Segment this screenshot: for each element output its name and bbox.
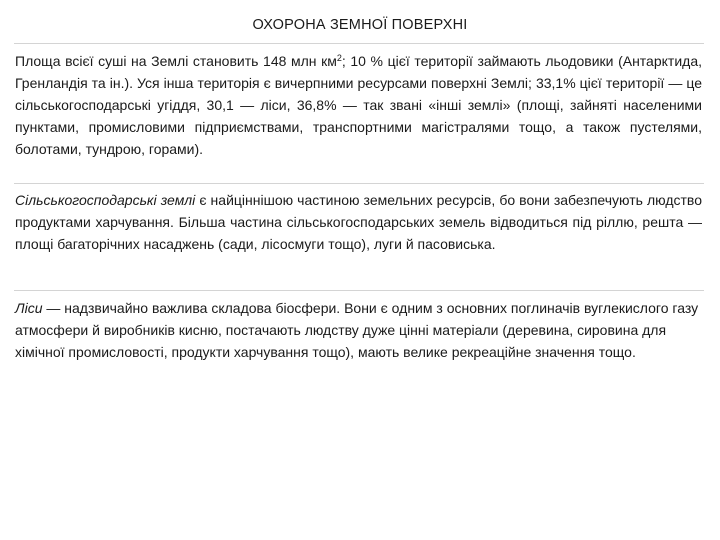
paragraph-land-area-text-start: Площа всієї суші на Землі становить 148 млн км <box>15 53 337 69</box>
paragraph-agricultural-land <box>15 189 702 255</box>
divider-bottom <box>14 290 704 291</box>
paragraph-land-area-text-end: ; 10 % цієї території займають льодовики (Антарктида, Гренландія та ін.). Уся інша територія є вичерпними ресурсами поверхні Землі; 33,1% цієї території — це сільськогосподарські угіддя, 30,1 — ліси, 36,8% — так звані «інші землі» (площі, зайняті населеними пунктами, промисловими підприємствами, транспортними магістралями тощо, а також пустелями, болотами, тундрою, горами). <box>15 53 702 157</box>
superscript-squared: 2 <box>336 53 342 63</box>
paragraph-agricultural-land-text: є найціннішою частиною земельних ресурсів, бо вони забезпечують людство продуктами харчування. Більша частина сільськогосподарських земель відводиться під ріллю, решта — площі багаторічних насаджень (сади, лісосмуги тощо), луги й пасовиська. <box>15 192 702 252</box>
paragraph-land-area <box>15 50 702 160</box>
term-forests: Ліси <box>15 300 43 316</box>
paragraph-forests-text: — надзвичайно важлива складова біосфери. Вони є одним з основних поглиначів вуглекислого газу атмосфери й виробників кисню, постачають людству дуже цінні матеріали (деревина, сировина для хімічної промисловості, продукти харчування тощо), мають велике рекреаційне значення тощо. <box>15 300 699 360</box>
document-title: ОХОРОНА ЗЕМНОЇ ПОВЕРХНІ <box>252 17 468 33</box>
term-agricultural-land: Сільськогосподарські землі <box>15 192 196 208</box>
paragraph-forests <box>15 297 702 363</box>
divider-middle <box>14 183 704 184</box>
divider-top <box>14 43 704 44</box>
